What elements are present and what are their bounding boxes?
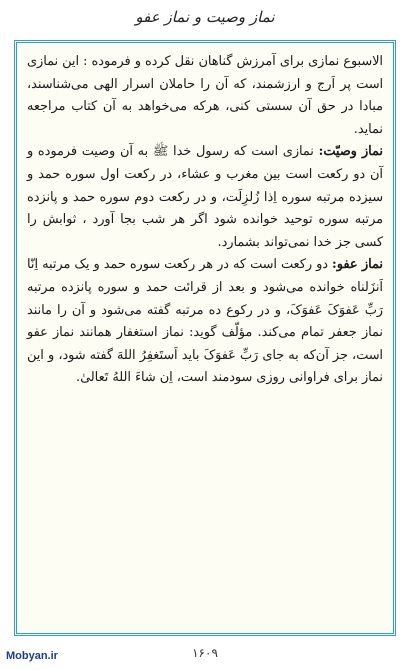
paragraph-afw <box>27 254 383 390</box>
paragraph-wasiyyat <box>27 141 383 254</box>
wasiyyat-heading: نماز وصیّت: <box>318 144 383 160</box>
page-header-title: نماز وصیت و نماز عفو <box>135 8 275 26</box>
paragraph-intro: الاسبوع نمازی برای آمرزش گناهان نقل کرده و فرموده : این نمازی است پر اَرج و ارزشمند، که آن را حاملان اسرار الهی می‌شناسند، مبادا در حق آن سستی کنی، هرکه می‌خواهد به آن کتاب مراجعه نماید. <box>27 54 383 137</box>
afw-heading: نماز عفو: <box>332 257 383 273</box>
site-watermark: Mobyan.ir <box>6 650 58 662</box>
wasiyyat-body: نمازی است که رسول خدا ﷺ به آن وصیت فرموده و آن دو رکعت است بین مغرب و عشاء، در رکعت اول سوره حمد و سیزده مرتبه سوره اِذا زُلزِلَت، و در رکعت دوم سوره حمد و پانزده مرتبه سوره توحید خوانده شود اگر هر شب بجا آورد ، ثوابش را کسی جز خدا نمی‌تواند بشمارد. <box>27 144 383 250</box>
page-number: ١۶٠٩ <box>192 646 218 660</box>
content-frame <box>14 40 396 636</box>
afw-body: دو رکعت است که در هر رکعت سوره حمد و یک مرتبه اِنّا اَنزَلناه خوانده می‌شود و بعد از قرائت حمد و سوره پانزده مرتبه رَبِّ عَفوَکَ عَفوَکَ، و در رکوع ده مرتبه گفته می‌شود و آن را مانند نماز جعفر تمام می‌کند. مؤلّف گوید: نماز استغفار همانند نماز عفو است، جز آن‌که به جای رَبِّ عَفوَکَ باید اَستَغفِرُ اللهَ گفته شود، و این نماز برای فراوانی روزی سودمند است، اِن شاءَ اللهُ تَعالیٰ. <box>27 257 383 386</box>
page-text <box>27 51 383 625</box>
